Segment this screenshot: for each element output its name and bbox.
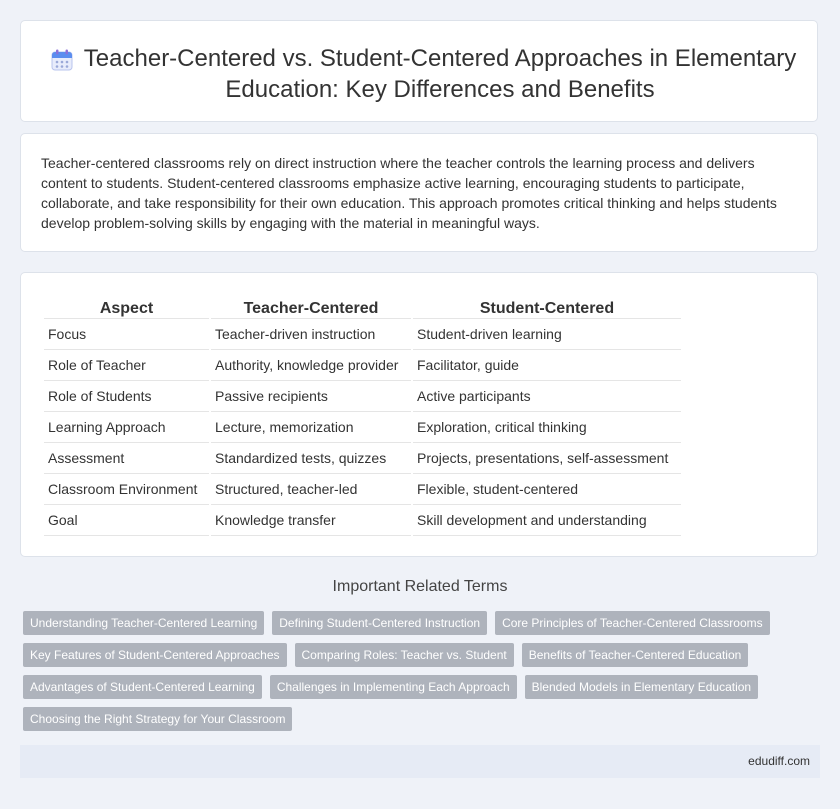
aspect-cell: Classroom Environment — [44, 474, 209, 505]
column-header-aspect: Aspect — [44, 292, 209, 319]
related-term-tag[interactable]: Defining Student-Centered Instruction — [272, 611, 487, 635]
student-centered-cell: Skill development and understanding — [413, 505, 681, 536]
aspect-cell: Focus — [44, 319, 209, 350]
column-header-teacher-centered: Teacher-Centered — [211, 292, 411, 319]
table-row — [44, 412, 681, 443]
related-term-tag[interactable]: Key Features of Student-Centered Approaches — [23, 643, 287, 667]
comparison-card — [20, 272, 818, 557]
teacher-centered-cell: Standardized tests, quizzes — [211, 443, 411, 474]
aspect-cell: Goal — [44, 505, 209, 536]
header-card — [20, 20, 818, 122]
teacher-centered-cell: Lecture, memorization — [211, 412, 411, 443]
comparison-table — [42, 292, 683, 536]
calendar-icon — [50, 48, 74, 72]
related-term-tag[interactable]: Benefits of Teacher-Centered Education — [522, 643, 749, 667]
aspect-cell: Role of Students — [44, 381, 209, 412]
teacher-centered-cell: Teacher-driven instruction — [211, 319, 411, 350]
related-terms-list — [23, 611, 783, 731]
student-centered-cell: Projects, presentations, self-assessment — [413, 443, 681, 474]
table-row — [44, 319, 681, 350]
table-row — [44, 381, 681, 412]
teacher-centered-cell: Authority, knowledge provider — [211, 350, 411, 381]
teacher-centered-cell: Structured, teacher-led — [211, 474, 411, 505]
student-centered-cell: Exploration, critical thinking — [413, 412, 681, 443]
teacher-centered-cell: Knowledge transfer — [211, 505, 411, 536]
student-centered-cell: Flexible, student-centered — [413, 474, 681, 505]
related-term-tag[interactable]: Core Principles of Teacher-Centered Classrooms — [495, 611, 770, 635]
related-term-tag[interactable]: Advantages of Student-Centered Learning — [23, 675, 262, 699]
intro-card — [20, 133, 818, 252]
column-header-student-centered: Student-Centered — [413, 292, 681, 319]
student-centered-cell: Facilitator, guide — [413, 350, 681, 381]
table-row — [44, 505, 681, 536]
table-row — [44, 474, 681, 505]
footer-brand-link[interactable]: edudiff.com — [748, 754, 810, 768]
related-term-tag[interactable]: Understanding Teacher-Centered Learning — [23, 611, 264, 635]
page-title: Teacher-Centered vs. Student-Centered Approaches in Elementary Education: Key Differences and Benefits — [83, 45, 797, 103]
aspect-cell: Learning Approach — [44, 412, 209, 443]
table-row — [44, 443, 681, 474]
student-centered-cell: Student-driven learning — [413, 319, 681, 350]
aspect-cell: Role of Teacher — [44, 350, 209, 381]
related-terms-heading: Important Related Terms — [332, 578, 508, 595]
related-term-tag[interactable]: Blended Models in Elementary Education — [525, 675, 758, 699]
teacher-centered-cell: Passive recipients — [211, 381, 411, 412]
aspect-cell: Assessment — [44, 443, 209, 474]
intro-paragraph: Teacher-centered classrooms rely on direct instruction where the teacher controls the learning process and delivers content to students. Student-centered classrooms emphasize active learning, encouraging students to participate, collaborate, and take responsibility for their own education. This approach promotes critical thinking and helps students develop problem-solving skills by engaging with the material in meaningful ways. — [41, 155, 777, 231]
table-row — [44, 350, 681, 381]
related-term-tag[interactable]: Choosing the Right Strategy for Your Classroom — [23, 707, 292, 731]
student-centered-cell: Active participants — [413, 381, 681, 412]
related-term-tag[interactable]: Comparing Roles: Teacher vs. Student — [295, 643, 514, 667]
footer — [20, 745, 820, 778]
related-term-tag[interactable]: Challenges in Implementing Each Approach — [270, 675, 517, 699]
table-header-row — [44, 292, 681, 319]
